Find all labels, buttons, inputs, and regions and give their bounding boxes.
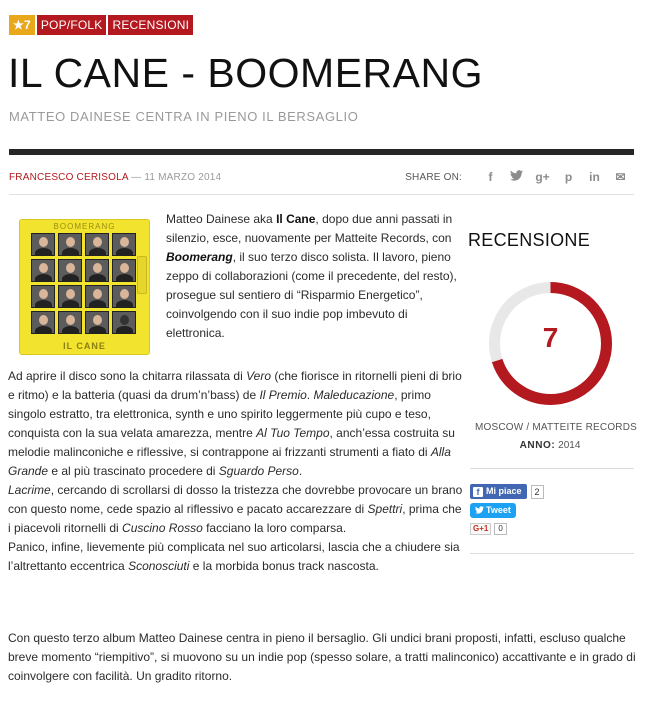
emphasis-text: Alla Grande xyxy=(8,445,451,478)
cover-face xyxy=(112,285,136,308)
facebook-like-count: 2 xyxy=(531,485,544,499)
cover-cat-face xyxy=(112,311,136,334)
google-plus-icon[interactable]: g+ xyxy=(535,170,550,184)
google-plus-share xyxy=(470,523,507,535)
linkedin-icon[interactable]: in xyxy=(589,170,600,184)
category-tag-recensioni[interactable]: RECENSIONI xyxy=(108,15,193,35)
facebook-like-label: Mi piace xyxy=(486,486,522,496)
cover-face xyxy=(85,259,109,282)
article-title: IL CANE - BOOMERANG xyxy=(8,50,483,96)
cover-face xyxy=(31,259,55,282)
cover-top-text: BOOMERANG xyxy=(53,222,116,231)
review-heading: RECENSIONE xyxy=(468,230,591,250)
review-paragraph-conclusion: Con questo terzo album Matteo Dainese centra in pieno il bersaglio. Gli undici brani proposti, infatti, escluso qualche breve momento “riempitivo”, si muovono su un indie pop (spesso solare, a tratti malinconico) accattivante e in grado di coinvolgere con facilità. Un gradito ritorno. xyxy=(8,631,636,683)
emphasis-text: Maleducazione xyxy=(313,388,395,402)
emphasis-text: Il Premio xyxy=(259,388,307,402)
emphasis-text: Vero xyxy=(246,369,272,383)
share-label: SHARE ON: xyxy=(405,171,462,183)
emphasis-text: Boomerang xyxy=(166,250,233,264)
facebook-icon[interactable]: f xyxy=(488,170,493,184)
year-value: 2014 xyxy=(558,440,581,451)
emphasis-text: Sguardo Perso xyxy=(218,464,299,478)
byline xyxy=(9,172,221,183)
cover-face xyxy=(31,233,55,256)
cover-slider-notch xyxy=(137,256,147,294)
sidebar-divider-top xyxy=(470,468,634,469)
facebook-icon: f xyxy=(473,487,483,497)
score-tag: ★7 xyxy=(9,15,35,35)
review-score: 7 xyxy=(542,322,559,353)
twitter-icon xyxy=(475,506,484,514)
emphasis-text: Spettri xyxy=(367,502,403,516)
emphasis-text: Al Tuo Tempo xyxy=(256,426,330,440)
emphasis-text: Cuscino Rosso xyxy=(122,521,203,535)
cover-face xyxy=(58,285,82,308)
cover-face xyxy=(58,259,82,282)
publish-date: 11 MARZO 2014 xyxy=(144,172,222,183)
review-paragraph-intro: Matteo Dainese aka Il Cane, dopo due anni passati in silenzio, esce, nuovamente per Matteite Records, con Boomerang, il suo terzo disco solista. Il lavoro, pieno zeppo di collaborazioni (come il precedente, del resto), prosegue sul sentiero di “Risparmio Energetico”, coinvolgendo con il suo indie pop imbevuto di elettronica. xyxy=(166,212,457,340)
facebook-like-button[interactable] xyxy=(470,484,527,499)
cover-bottom-text: IL CANE xyxy=(63,341,106,351)
album-cover xyxy=(19,219,150,355)
category-tag-pop-folk[interactable]: POP/FOLK xyxy=(37,15,107,35)
author-link[interactable]: FRANCESCO CERISOLA xyxy=(9,172,129,183)
google-plus-button[interactable]: G+1 xyxy=(470,523,491,535)
cover-face xyxy=(58,233,82,256)
cover-face xyxy=(85,285,109,308)
cover-face xyxy=(85,233,109,256)
review-paragraph-tracks: Ad aprire il disco sono la chitarra rilassata di Vero (che fiorisce in ritornelli pieni di brio e ritmo) e la batteria (quasi da drum’n’bass) de Il Premio. Maleducazione, primo singolo estratto, tra elettronica, synth e uno spirito leggermente più cupo e teso, conquista con la sua velata amarezza, mentre Al Tuo Tempo, anch’essa costruita su melodie malinconiche e riflessive, si contrappone ai frizzanti strumenti a fiato di Alla Grande e al più trascinato procedere di Sguardo Perso. Lacrime, cercando di scrollarsi di dosso la tristezza che dovrebbe provocare un brano con questo nome, cede spazio al riflessivo e pacato accarezzare di Spettri, prima che i piacevoli ritornelli di Cuscino Rosso facciano la loro comparsa. Panico, infine, lievemente più complicata nel suo articolarsi, lascia che a chiudere sia l’altrettanto eccentrica Sconosciuti e la morbida bonus track nascosta. xyxy=(8,369,463,573)
emphasis-text: Lacrime xyxy=(8,483,51,497)
date-separator: — xyxy=(128,172,145,183)
release-year xyxy=(470,440,630,451)
share-bar xyxy=(405,169,630,185)
facebook-like xyxy=(470,484,544,499)
emphasis-text: Il Cane xyxy=(276,212,316,226)
cover-face-grid xyxy=(31,233,136,334)
cover-face xyxy=(31,311,55,334)
tweet-label: Tweet xyxy=(486,505,511,515)
cover-face xyxy=(31,285,55,308)
category-tags xyxy=(9,15,195,35)
title-divider xyxy=(9,149,634,155)
article-subtitle: MATTEO DAINESE CENTRA IN PIENO IL BERSAGLIO xyxy=(9,109,359,124)
cover-face xyxy=(85,311,109,334)
record-label: MOSCOW / MATTEITE RECORDS xyxy=(474,422,638,433)
share-divider xyxy=(9,194,634,195)
email-icon[interactable]: ✉ xyxy=(615,170,626,184)
cover-face xyxy=(112,233,136,256)
cover-face xyxy=(58,311,82,334)
cover-face xyxy=(112,259,136,282)
emphasis-text: Sconosciuti xyxy=(128,559,190,573)
pinterest-icon[interactable]: p xyxy=(564,170,573,184)
year-key: ANNO: xyxy=(519,440,556,451)
sidebar-divider-bottom xyxy=(470,553,634,554)
google-plus-count: 0 xyxy=(494,523,506,535)
twitter-icon[interactable] xyxy=(507,169,526,185)
tweet-button[interactable] xyxy=(470,503,516,518)
